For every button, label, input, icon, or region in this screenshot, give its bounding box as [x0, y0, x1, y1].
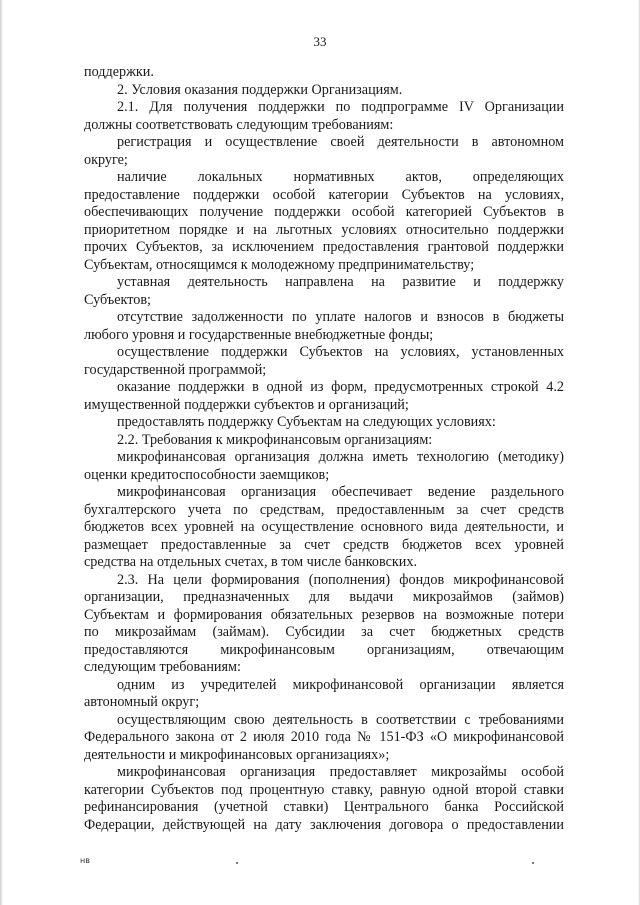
text-line: предоставлять поддержку Субъектам на следующих условиях:: [117, 414, 496, 430]
text-line: регистрация и осуществление своей деятельности в автономном: [117, 134, 564, 150]
text-line: уставная деятельность направлена на развитие и поддержку: [117, 274, 564, 290]
text-line: предоставление поддержки особой категории Субъектов на условиях,: [84, 186, 564, 203]
text-line: осуществление поддержки Субъектов на условиях, установленных: [117, 344, 564, 360]
text-line: поддержки.: [84, 64, 154, 80]
text-line: бюджетов всех уровней на осуществление основного вида деятельности, и: [84, 519, 564, 535]
text-line: оказание поддержки в одной из форм, предусмотренных строкой 4.2: [117, 379, 564, 395]
text-line: организации, предназначенных для выдачи микрозаймов (займов): [84, 589, 564, 605]
text-line: оценки кредитоспособности заемщиков;: [84, 466, 330, 483]
text-line: Федерации, действующей на дату заключения договора о предоставлении: [84, 816, 564, 833]
text-line: обеспечивающих получение поддержки особой категорией Субъектов в: [84, 204, 564, 220]
text-line: категории Субъектов под процентную ставку, равную одной второй ставки: [84, 781, 564, 798]
text-line: микрофинансовая организация предоставляет микрозаймы особой: [117, 764, 564, 780]
text-line: должны соответствовать следующим требованиям:: [84, 116, 394, 133]
document-body: [84, 64, 564, 834]
text-line: имущественной поддержки субъектов и организаций;: [84, 396, 409, 413]
text-line: 2. Условия оказания поддержки Организациям.: [117, 81, 403, 98]
text-line: Федерального закона от 2 июля 2010 года № 151-ФЗ «О микрофинансовой: [84, 729, 564, 745]
text-line: автономный округ;: [84, 694, 200, 710]
text-line: округе;: [84, 151, 128, 168]
text-line: микрофинансовая организация обеспечивает ведение раздельного: [117, 484, 564, 500]
scan-edge-left: [0, 0, 3, 905]
text-line: предоставляются микрофинансовым организациям, отвечающим: [84, 641, 564, 658]
page-number: 33: [313, 34, 327, 49]
text-line: Субъектам, относящимся к молодежному предпринимательству;: [84, 256, 475, 273]
text-line: Субъектам и формирования обязательных резервов на возможные потери: [84, 606, 564, 623]
text-line: наличие локальных нормативных актов, определяющих: [117, 169, 564, 185]
text-line: размещает предоставленные за счет средств бюджетов всех уровней: [84, 536, 564, 553]
text-line: Субъектов;: [84, 291, 151, 308]
text-line: приоритетном порядке и на льготных условиях относительно поддержки: [84, 221, 564, 238]
text-line: рефинансирования (учетной ставки) Центрального банка Российской: [84, 799, 564, 815]
text-line: государственной программой;: [84, 361, 267, 378]
footer-mark: нв: [80, 856, 90, 865]
text-line: одним из учредителей микрофинансовой организации является: [117, 676, 564, 693]
text-line: микрофинансовая организация должна иметь технологию (методику): [117, 449, 564, 465]
text-line: бухгалтерского учета по средствам, предоставленным за счет средств: [84, 501, 564, 518]
text-line: осуществляющим свою деятельность в соответствии с требованиями: [117, 711, 564, 728]
scan-speck: [236, 862, 238, 864]
scan-speck: [532, 862, 534, 864]
text-line: 2.2. Требования к микрофинансовым организациям:: [117, 431, 433, 448]
text-line: любого уровня и государственные внебюджетные фонды;: [84, 326, 434, 343]
text-line: 2.3. На цели формирования (пополнения) фондов микрофинансовой: [117, 571, 564, 588]
text-line: деятельности и микрофинансовых организациях»;: [84, 746, 390, 763]
text-line: по микрозаймам (займам). Субсидии за счет бюджетных средств: [84, 624, 564, 640]
text-line: средства на отдельных счетах, в том числе банковских.: [84, 554, 418, 570]
text-line: прочих Субъектов, за исключением предоставления грантовой поддержки: [84, 239, 564, 255]
text-line: отсутствие задолженности по уплате налогов и взносов в бюджеты: [117, 309, 564, 325]
text-line: следующим требованиям:: [84, 659, 241, 675]
text-line: 2.1. Для получения поддержки по подпрограмме IV Организации: [117, 99, 564, 115]
